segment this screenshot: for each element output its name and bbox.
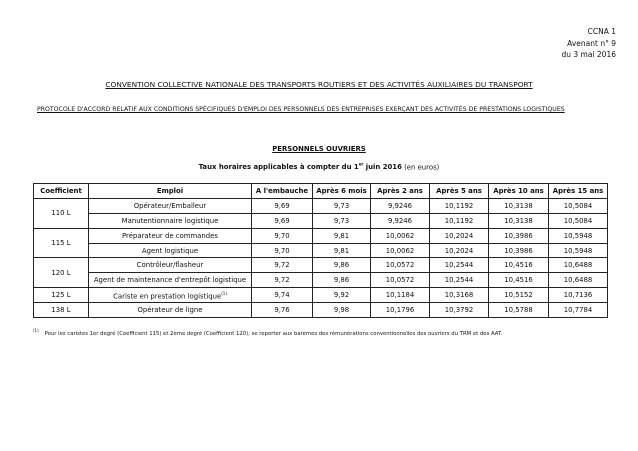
table-row <box>34 213 608 228</box>
rate-cell: 10,0062 <box>371 243 430 258</box>
rate-cell: 9,73 <box>313 198 371 213</box>
rate-cell: 10,6488 <box>549 258 608 273</box>
rate-cell: 9,86 <box>313 273 371 288</box>
rate-cell: 10,5948 <box>549 243 608 258</box>
emploi-cell: Agent logistique <box>89 243 252 258</box>
coefficient-cell: 125 L <box>34 288 89 303</box>
table-row <box>34 273 608 288</box>
rate-cell: 10,1796 <box>371 303 430 318</box>
rate-cell: 10,2544 <box>430 273 489 288</box>
rate-cell: 10,5948 <box>549 228 608 243</box>
rate-cell: 10,1184 <box>371 288 430 303</box>
rate-cell: 10,2024 <box>430 243 489 258</box>
rate-cell: 9,81 <box>313 228 371 243</box>
caption-unit: (en euros) <box>401 163 440 172</box>
header-cell: Emploi <box>89 184 252 199</box>
coefficient-cell: 120 L <box>34 258 89 288</box>
rate-cell: 9,92 <box>313 288 371 303</box>
rate-cell: 10,5788 <box>489 303 549 318</box>
ccna-label: CCNA 1 <box>587 27 616 36</box>
rate-cell: 10,3986 <box>489 228 549 243</box>
rate-cell: 10,5084 <box>549 198 608 213</box>
caption-date: juin 2016 <box>363 163 402 172</box>
section-heading: PERSONNELS OUVRIERS <box>272 145 366 153</box>
table-row <box>34 228 608 243</box>
rate-cell: 10,0572 <box>371 258 430 273</box>
footnote-marker: (1) <box>221 290 227 296</box>
table-caption <box>0 162 638 171</box>
table-row <box>34 243 608 258</box>
rate-cell: 10,0572 <box>371 273 430 288</box>
convention-title: CONVENTION COLLECTIVE NATIONALE DES TRANSPORTS ROUTIERS ET DES ACTIVITÉS AUXILIAIRES DU TRANSPORT <box>105 80 533 89</box>
coefficient-cell: 138 L <box>34 303 89 318</box>
caption-sup: er <box>358 162 364 167</box>
rate-cell: 10,3168 <box>430 288 489 303</box>
rate-cell: 9,73 <box>313 213 371 228</box>
rate-cell: 9,9246 <box>371 213 430 228</box>
header-cell: Après 10 ans <box>489 184 549 199</box>
rate-cell: 9,69 <box>252 213 313 228</box>
table-row <box>34 198 608 213</box>
emploi-cell: Agent de maintenance d'entrepôt logistique <box>89 273 252 288</box>
header-cell: Coefficient <box>34 184 89 199</box>
rate-cell: 10,4516 <box>489 258 549 273</box>
table-row <box>34 258 608 273</box>
rate-cell: 10,0062 <box>371 228 430 243</box>
rate-cell: 9,74 <box>252 288 313 303</box>
rate-cell: 10,3138 <box>489 213 549 228</box>
rate-cell: 9,76 <box>252 303 313 318</box>
caption-main: Taux horaires applicables à compter du 1 <box>198 163 359 172</box>
rate-cell: 10,6488 <box>549 273 608 288</box>
header-cell: Après 2 ans <box>371 184 430 199</box>
rate-cell: 10,7784 <box>549 303 608 318</box>
rate-cell: 10,2544 <box>430 258 489 273</box>
rate-cell: 10,3986 <box>489 243 549 258</box>
header-cell: Après 6 mois <box>313 184 371 199</box>
avenant-label: Avenant n° 9 <box>567 38 616 48</box>
table-row <box>34 288 608 303</box>
rate-cell: 9,9246 <box>371 198 430 213</box>
coefficient-cell: 115 L <box>34 228 89 258</box>
table-row <box>34 303 608 318</box>
rate-cell: 9,70 <box>252 228 313 243</box>
emploi-cell: Préparateur de commandes <box>89 228 252 243</box>
header-cell: A l'embauche <box>252 184 313 199</box>
rate-cell: 9,72 <box>252 273 313 288</box>
rate-cell: 9,72 <box>252 258 313 273</box>
table-header-row <box>34 184 608 199</box>
emploi-cell: Opérateur de ligne <box>89 303 252 318</box>
header-cell: Après 5 ans <box>430 184 489 199</box>
header-cell: Après 15 ans <box>549 184 608 199</box>
rate-cell: 9,69 <box>252 198 313 213</box>
protocol-subtitle: PROTOCOLE D'ACCORD RELATIF AUX CONDITIONS SPÉCIFIQUES D'EMPLOI DES PERSONNELS DES ENTREPRISES EXERÇANT DES ACTIVITÉS DE PRESTATIONS LOGISTIQUES <box>37 106 565 113</box>
rate-cell: 10,3792 <box>430 303 489 318</box>
rate-cell: 10,2024 <box>430 228 489 243</box>
rate-cell: 10,5084 <box>549 213 608 228</box>
rate-cell: 9,98 <box>313 303 371 318</box>
wage-table <box>33 183 608 318</box>
rate-cell: 10,1192 <box>430 213 489 228</box>
emploi-cell: Contrôleur/flasheur <box>89 258 252 273</box>
rate-cell: 9,81 <box>313 243 371 258</box>
emploi-cell: Opérateur/Emballeur <box>89 198 252 213</box>
document-reference <box>561 26 616 61</box>
emploi-label: Cariste en prestation logistique <box>113 291 222 300</box>
rate-cell: 10,4516 <box>489 273 549 288</box>
footnote-mark: (1) <box>33 328 39 333</box>
rate-cell: 10,7136 <box>549 288 608 303</box>
rate-cell: 9,86 <box>313 258 371 273</box>
coefficient-cell: 110 L <box>34 198 89 228</box>
rate-cell: 10,5152 <box>489 288 549 303</box>
footnote <box>33 328 503 337</box>
rate-cell: 10,3138 <box>489 198 549 213</box>
footnote-text: Pour les caristes 1er degré (Coefficient 115) et 2ème degré (Coefficient 120), se reporter aux barèmes des rémunérations conventionnelles des ouvriers du TRM et des AAT. <box>44 331 503 337</box>
rate-cell: 10,1192 <box>430 198 489 213</box>
rate-cell: 9,70 <box>252 243 313 258</box>
emploi-cell <box>89 288 252 303</box>
date-label: du 3 mai 2016 <box>561 50 616 60</box>
emploi-cell: Manutentionnaire logistique <box>89 213 252 228</box>
